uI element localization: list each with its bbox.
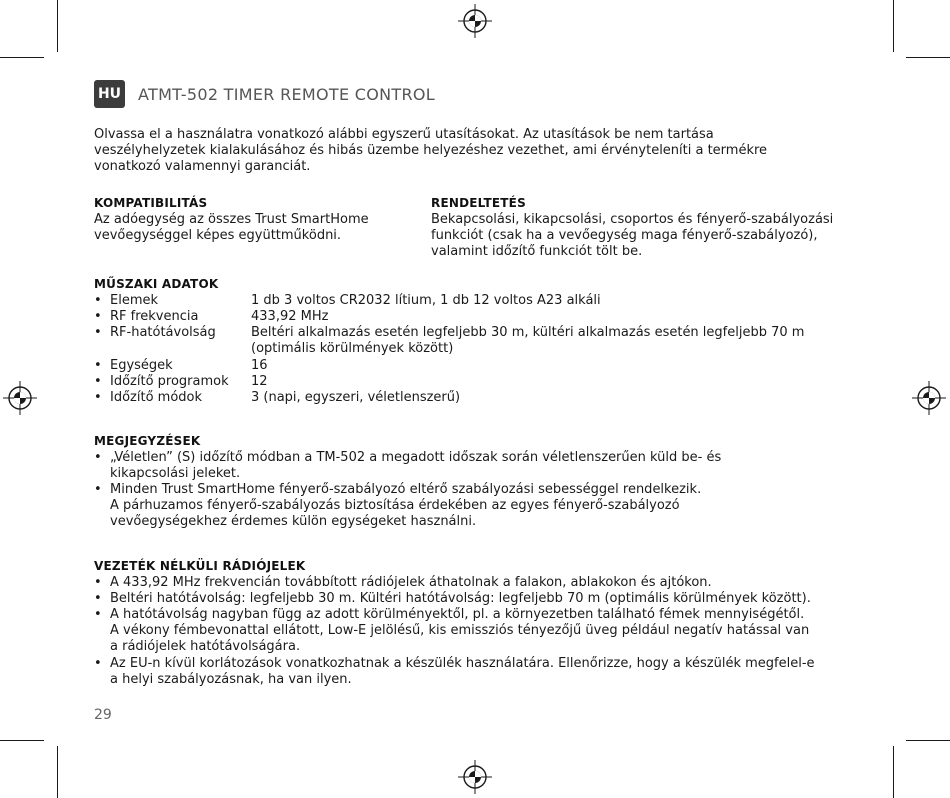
intro-paragraph: [94, 127, 874, 176]
purpose-heading: RENDELTETÉS: [431, 196, 526, 210]
list-item-line: A vékony fémbevonattal ellátott, Low-E jelölésű, kis emissziós tényezőjű üveg például negatív hatással van: [110, 623, 810, 639]
crop-mark-top-left-h: [0, 57, 44, 58]
spec-label: RF frekvencia: [110, 309, 199, 324]
list-item-line: a helyi szabályozásnak, ha van ilyen.: [110, 672, 352, 688]
compat-heading: KOMPATIBILITÁS: [94, 196, 208, 210]
registration-mark-icon: [3, 381, 37, 415]
bullet: •: [94, 450, 102, 465]
registration-mark-icon: [912, 381, 946, 415]
crop-mark-bottom-right: [893, 746, 894, 798]
spec-label: Időzítő programok: [110, 374, 229, 389]
language-badge: HU: [94, 80, 125, 108]
registration-mark-icon: [458, 4, 492, 38]
crop-mark-top-left: [57, 0, 58, 52]
list-item-line: Beltéri hatótávolság: legfeljebb 30 m. Kültéri hatótávolság: legfeljebb 70 m (optimális körülmények között).: [110, 591, 811, 606]
bullet: •: [94, 390, 102, 405]
page-number: 29: [94, 707, 112, 723]
spec-label: Elemek: [110, 293, 159, 308]
crop-mark-bottom-right-h: [906, 740, 950, 741]
spec-value: 12: [251, 374, 268, 389]
bullet: •: [94, 591, 102, 606]
list-item-text: [110, 591, 860, 607]
spec-value: 1 db 3 voltos CR2032 lítium, 1 db 12 voltos A23 alkáli: [251, 293, 601, 308]
bullet: •: [94, 325, 102, 340]
list-item-line: A 433,92 MHz frekvencián továbbított rádiójelek áthatolnak a falakon, ablakokon és ajtókon.: [110, 575, 712, 590]
list-item-line: kikapcsolási jeleket.: [110, 466, 241, 482]
bullet: •: [94, 607, 102, 622]
purpose-line: Bekapcsolási, kikapcsolási, csoportos és fényerő-szabályozási: [431, 212, 834, 227]
intro-line: veszélyhelyzetek kialakulásához és hibás üzembe helyezéshez vezethet, ami érvényteleníti a termékre: [94, 143, 768, 159]
list-item-line: Az EU-n kívül korlátozások vonatkozhatnak a készülék használatára. Ellenőrizze, hogy a készülék megfelel-e: [110, 656, 815, 671]
crop-mark-top-right-h: [906, 57, 950, 58]
bullet: •: [94, 482, 102, 497]
spec-label: Egységek: [110, 358, 173, 373]
spec-value: [251, 325, 851, 357]
list-item-line: a rádiójelek hatótávolságára.: [110, 639, 301, 655]
list-item-line: „Véletlen” (S) időzítő módban a TM-502 a megadott időszak során véletlenszerűen küld be- és: [110, 450, 722, 465]
compat-text: [94, 212, 414, 244]
bullet: •: [94, 309, 102, 324]
list-item-line: vevőegységekhez érdemes külön egységeket használni.: [110, 514, 477, 530]
list-item-line: Minden Trust SmartHome fényerő-szabályozó eltérő szabályozási sebességgel rendelkezik.: [110, 482, 702, 497]
intro-line: Olvassa el a használatra vonatkozó alábbi egyszerű utasításokat. Az utasítások be nem tartása: [94, 127, 714, 142]
crop-mark-top-right: [893, 0, 894, 52]
list-item-text: [110, 482, 860, 531]
list-item-line: A hatótávolság nagyban függ az adott körülményektől, pl. a környezetben található fémek mennyiségétől.: [110, 607, 805, 622]
crop-mark-bottom-left: [57, 746, 58, 798]
spec-value: 433,92 MHz: [251, 309, 329, 324]
registration-mark-icon: [458, 760, 492, 794]
purpose-text: [431, 212, 881, 261]
spec-value: 16: [251, 358, 268, 373]
spec-value: 3 (napi, egyszeri, véletlenszerű): [251, 390, 461, 405]
list-item-line: A párhuzamos fényerő-szabályozás biztosítása érdekében az egyes fényerő-szabályozó: [110, 498, 680, 514]
page-title: ATMT-502 TIMER REMOTE CONTROL: [138, 84, 436, 104]
spec-label: Időzítő módok: [110, 390, 203, 405]
compat-line: Az adóegység az összes Trust SmartHome: [94, 212, 369, 227]
specs-heading: MŰSZAKI ADATOK: [94, 277, 219, 291]
list-item-text: [110, 575, 860, 591]
list-item-text: [110, 656, 860, 688]
bullet: •: [94, 575, 102, 590]
bullet: •: [94, 656, 102, 671]
list-item-text: [110, 450, 860, 482]
spec-value-line: (optimális körülmények között): [251, 341, 454, 357]
purpose-line: funkciót (csak ha a vevőegység maga fényerő-szabályozó),: [431, 228, 818, 244]
intro-line: vonatkozó valamennyi garanciát.: [94, 159, 311, 175]
notes-heading: MEGJEGYZÉSEK: [94, 434, 201, 448]
purpose-line: valamint időzítő funkciót tölt be.: [431, 244, 643, 260]
wireless-heading: VEZETÉK NÉLKÜLI RÁDIÓJELEK: [94, 559, 306, 573]
page-header: [94, 80, 435, 108]
bullet: •: [94, 293, 102, 308]
compat-line: vevőegységgel képes együttműködni.: [94, 228, 342, 244]
bullet: •: [94, 358, 102, 373]
crop-mark-bottom-left-h: [0, 740, 44, 741]
spec-value-line: Beltéri alkalmazás esetén legfeljebb 30 m, kültéri alkalmazás esetén legfeljebb 70 m: [251, 325, 805, 340]
bullet: •: [94, 374, 102, 389]
spec-label: RF-hatótávolság: [110, 325, 216, 340]
list-item-text: [110, 607, 860, 656]
